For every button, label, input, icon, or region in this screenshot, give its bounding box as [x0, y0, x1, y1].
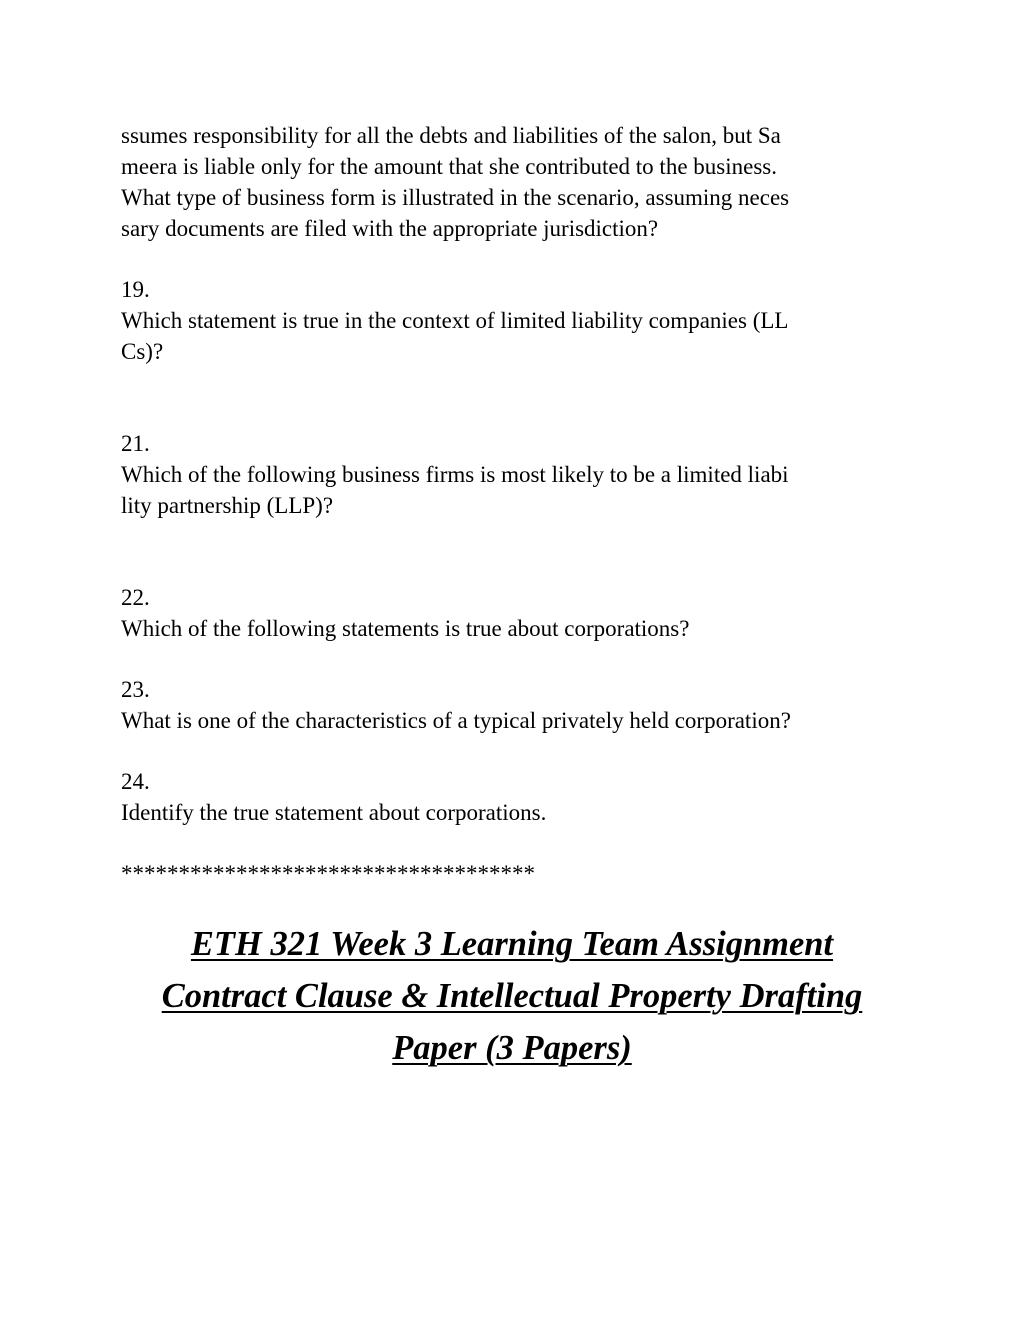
- question-24-number: 24.: [121, 769, 150, 794]
- question-23-number: 23.: [121, 677, 150, 702]
- intro-line-1: ssumes responsibility for all the debts and liabilities of the salon, but Sa: [121, 123, 781, 148]
- intro-line-2: meera is liable only for the amount that she contributed to the business.: [121, 154, 777, 179]
- assignment-heading-line-1: ETH 321 Week 3 Learning Team Assignment: [190, 925, 834, 963]
- question-23-text-line-1: What is one of the characteristics of a typical privately held corporation?: [121, 708, 791, 733]
- question-24-text-line-1: Identify the true statement about corporations.: [121, 800, 547, 825]
- question-21-text-line-1: Which of the following business firms is most likely to be a limited liabi: [121, 462, 789, 487]
- question-22-number: 22.: [121, 585, 150, 610]
- intro-line-4: sary documents are filed with the appropriate jurisdiction?: [121, 216, 659, 241]
- assignment-heading-line-2: Contract Clause & Intellectual Property Drafting: [161, 977, 863, 1015]
- question-21-text-line-2: lity partnership (LLP)?: [121, 493, 334, 518]
- question-19-number: 19.: [121, 277, 150, 302]
- question-19-text-line-2: Cs)?: [121, 339, 164, 364]
- assignment-heading-line-3: Paper (3 Papers): [392, 1029, 632, 1067]
- question-21-number: 21.: [121, 431, 150, 456]
- question-22-text-line-1: Which of the following statements is true about corporations?: [121, 616, 690, 641]
- intro-line-3: What type of business form is illustrated in the scenario, assuming neces: [121, 185, 790, 210]
- asterisk-separator: ************************************: [121, 861, 535, 886]
- question-19-text-line-1: Which statement is true in the context of limited liability companies (LL: [121, 308, 789, 333]
